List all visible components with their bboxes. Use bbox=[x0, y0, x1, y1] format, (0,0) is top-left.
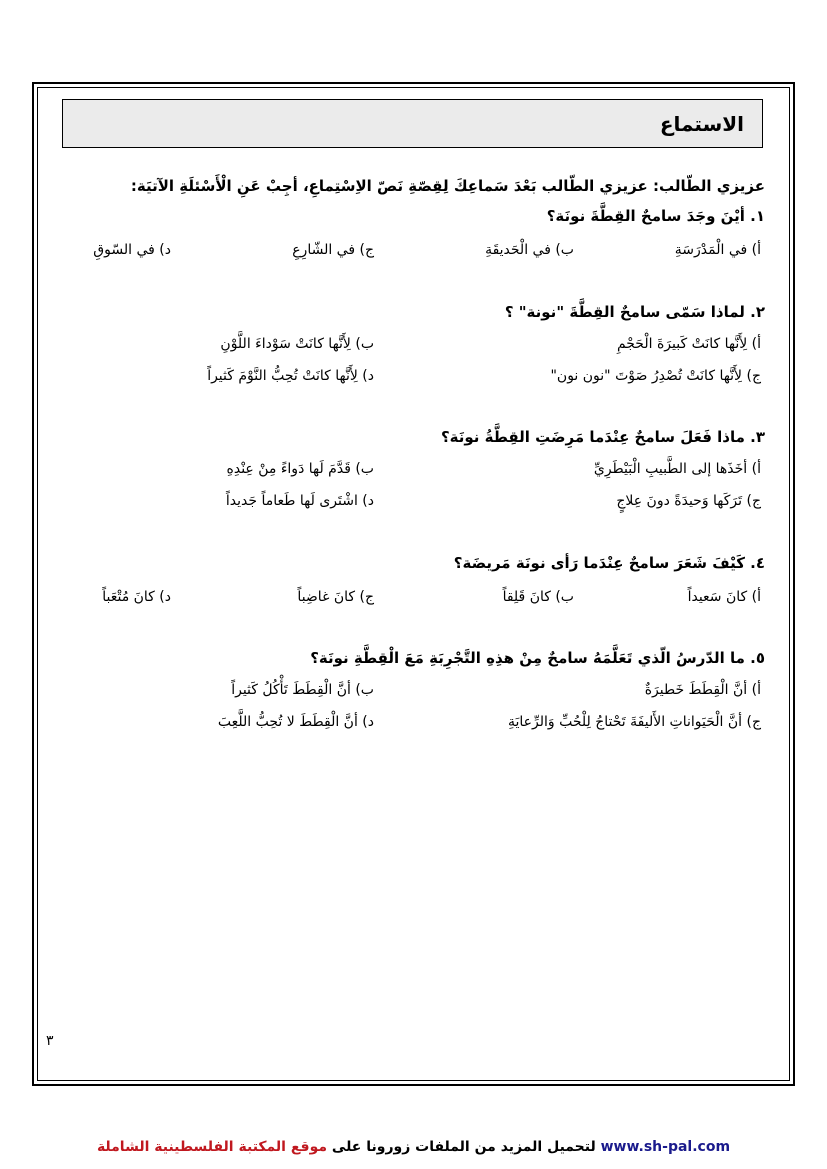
section-title-box bbox=[62, 99, 763, 148]
footer-text bbox=[97, 1139, 596, 1155]
footer-site-name[interactable]: موقع المكتبة الفلسطينية الشاملة bbox=[96, 1139, 328, 1155]
question-4: ٤. كَيْفَ شَعَرَ سامحٌ عِنْدَما رَأى نونَة مَريضَة؟ bbox=[453, 554, 765, 572]
q1-option-d: د) في السّوقِ bbox=[93, 242, 171, 258]
q3-option-c: ج) تَرَكَها وَحيدَةً دونَ عِلاجٍ bbox=[616, 493, 761, 509]
q4-option-d: د) كانَ مُتْعَباً bbox=[102, 589, 171, 605]
q3-option-b: ب) قَدَّمَ لَها دَواءً مِنْ عِنْدِهِ bbox=[226, 461, 374, 477]
section-title: الاستماع bbox=[659, 111, 744, 136]
q3-option-d: د) اشْتَرى لَها طَعاماً جَديداً bbox=[225, 493, 374, 509]
q1-option-a: أ) في الْمَدْرَسَةِ bbox=[674, 242, 761, 258]
question-2: ٢. لماذا سَمّى سامحٌ القِطَّةَ "نونة" ؟ bbox=[504, 303, 765, 321]
q4-option-a: أ) كانَ سَعيداً bbox=[687, 589, 761, 605]
q2-option-b: ب) لِأَنَّها كانَتْ سَوْداءَ اللَّوْنِ bbox=[220, 336, 374, 352]
q2-option-a: أ) لِأَنَّها كانَتْ كَبيرَةَ الْحَجْمِ bbox=[616, 336, 761, 352]
footer-url-link[interactable]: www.sh-pal.com bbox=[600, 1139, 731, 1155]
q5-option-c: ج) أنَّ الْحَيَواناتِ الأَليفَةَ تَحْتاجُ لِلْحُبِّ وَالرِّعايَةِ bbox=[507, 714, 761, 730]
q1-option-b: ب) في الْحَديقَةِ bbox=[485, 242, 574, 258]
q2-option-c: ج) لِأَنَّها كانَتْ تُصْدِرُ صَوْتَ "نون نون" bbox=[550, 368, 761, 384]
page-number: ٣ bbox=[46, 1033, 54, 1049]
q5-option-b: ب) أنَّ الْقِطَطَ تَأْكُلُ كَثيراً bbox=[231, 682, 374, 698]
q5-option-a: أ) أنَّ الْقِطَطَ خَطيرَةٌ bbox=[644, 682, 761, 698]
question-5: ٥. ما الدّرسُ الّذي تَعَلَّمَهُ سامحٌ مِنْ هذِهِ التَّجْرِبَةِ مَعَ الْقِطَّةِ نونَة؟ bbox=[310, 649, 765, 667]
q3-option-a: أ) أخَذَها إلى الطَّبيبِ الْبَيْطَرِيِّ bbox=[593, 461, 761, 477]
q5-option-d: د) أنَّ الْقِطَطَ لا تُحِبُّ اللَّعِبَ bbox=[217, 714, 374, 730]
q2-option-d: د) لِأَنَّها كانَتْ تُحِبُّ النَّوْمَ كَثيراً bbox=[207, 368, 374, 384]
question-3: ٣. ماذا فَعَلَ سامحٌ عِنْدَما مَرِضَتِ القِطَّةُ نونَة؟ bbox=[440, 428, 765, 446]
intro-instructions: عزيزي الطّالب: عزيزي الطّالب بَعْدَ سَماعِكَ لِقِصّةِ نَصّ الاِسْتِماعِ، أجِبْ عَنِ الْأَسْئلَةِ الآتيَة: bbox=[130, 177, 765, 195]
q4-option-c: ج) كانَ غاضِباً bbox=[297, 589, 374, 605]
question-1: ١. أيْنَ وجَدَ سامحٌ القِطَّةَ نونَة؟ bbox=[546, 207, 765, 225]
page-inner-border bbox=[37, 87, 790, 1081]
footer bbox=[0, 1139, 827, 1155]
footer-prefix: لتحميل المزيد من الملفات زورونا على bbox=[331, 1139, 596, 1155]
q4-option-b: ب) كانَ قَلِقاً bbox=[502, 589, 574, 605]
q1-option-c: ج) في الشّارِعِ bbox=[292, 242, 374, 258]
